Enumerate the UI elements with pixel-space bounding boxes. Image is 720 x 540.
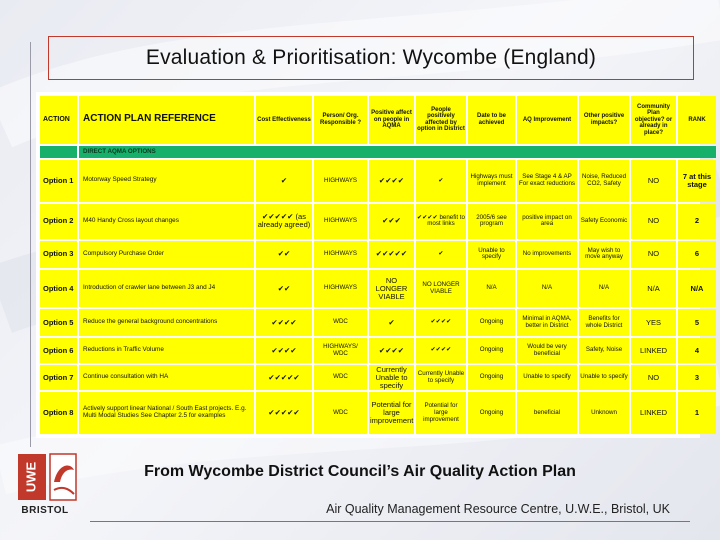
row-date: Ongoing [468,309,515,336]
logo-wordmark: BRISTOL [21,505,69,516]
row-date: 2005/6 see program [468,204,515,239]
row-person: HIGHWAYS [314,204,367,239]
section-label: DIRECT AQMA OPTIONS [79,146,716,158]
row-aq: No improvements [517,241,577,268]
header-date: Date to be achieved [468,96,515,144]
header-positive-effect: Positive affect on people in AQMA [369,96,414,144]
page-title: Evaluation & Prioritisation: Wycombe (England) [145,46,597,69]
row-community: YES [631,309,676,336]
row-cost: ✔✔✔✔✔ [256,392,312,434]
row-aq: N/A [517,270,577,307]
row-other: Unable to specify [579,365,629,390]
row-other: Safety, Noise [579,338,629,363]
table-row [40,270,716,307]
table-row [40,338,716,363]
row-community: LINKED [631,392,676,434]
row-reference: Reductions in Traffic Volume [79,338,254,363]
row-person: HIGHWAYS [314,160,367,202]
row-people-affected: Potential for large improvement [416,392,466,434]
row-positive-effect: Potential for large improvement [369,392,414,434]
header-cost: Cost Effectiveness [256,96,312,144]
row-cost: ✔✔ [256,270,312,307]
row-reference: Actively support linear National / South East projects. E.g. Multi Modal Studies See Chapter 2.5 for examples [79,392,254,434]
row-reference: Continue consultation with HA [79,365,254,390]
row-people-affected: NO LONGER VIABLE [416,270,466,307]
row-other: N/A [579,270,629,307]
section-row [40,146,716,158]
header-aq: AQ Improvement [517,96,577,144]
header-person: Person/ Org. Responsible ? [314,96,367,144]
row-positive-effect: Currently Unable to specify [369,365,414,390]
table-row [40,241,716,268]
row-person: WDC [314,309,367,336]
row-cost: ✔✔✔✔✔ (as already agreed) [256,204,312,239]
row-person: HIGHWAYS [314,241,367,268]
table-row [40,392,716,434]
bottom-divider [90,521,690,522]
row-positive-effect: ✔✔✔ [369,204,414,239]
caption: From Wycombe District Council’s Air Quality Action Plan [144,463,576,480]
row-people-affected: ✔ [416,160,466,202]
row-reference: Compulsory Purchase Order [79,241,254,268]
row-people-affected: Currently Unable to specify [416,365,466,390]
row-rank: N/A [678,270,716,307]
row-positive-effect: ✔ [369,309,414,336]
row-aq: positive impact on area [517,204,577,239]
row-people-affected: ✔✔✔✔ benefit to most links [416,204,466,239]
row-community: NO [631,204,676,239]
credit-line: Air Quality Management Resource Centre, U.W.E., Bristol, UK [326,502,670,516]
header-reference: ACTION PLAN REFERENCE [79,96,254,144]
row-positive-effect: NO LONGER VIABLE [369,270,414,307]
left-divider [30,42,31,447]
row-positive-effect: ✔✔✔✔ [369,160,414,202]
row-positive-effect: ✔✔✔✔ [369,338,414,363]
header-row [40,96,716,144]
row-person: HIGHWAYS/ WDC [314,338,367,363]
row-rank: 3 [678,365,716,390]
row-cost: ✔✔✔✔✔ [256,365,312,390]
row-rank: 6 [678,241,716,268]
row-other: Benefits for whole District [579,309,629,336]
row-person: WDC [314,392,367,434]
row-community: N/A [631,270,676,307]
row-date: N/A [468,270,515,307]
row-reference: Motorway Speed Strategy [79,160,254,202]
title-box [48,36,694,80]
row-other: Unknown [579,392,629,434]
row-community: NO [631,241,676,268]
row-date: Ongoing [468,365,515,390]
row-reference: Introduction of crawler lane between J3 and J4 [79,270,254,307]
row-community: NO [631,160,676,202]
row-option: Option 2 [40,204,77,239]
row-people-affected: ✔✔✔✔ [416,309,466,336]
row-date: Unable to specify [468,241,515,268]
row-date: Ongoing [468,392,515,434]
row-aq: Unable to specify [517,365,577,390]
row-rank: 7 at this stage [678,160,716,202]
table-row [40,365,716,390]
row-date: Highways must implement [468,160,515,202]
row-person: WDC [314,365,367,390]
action-plan-table [36,92,712,438]
row-person: HIGHWAYS [314,270,367,307]
row-other: Noise, Reduced CO2, Safety [579,160,629,202]
row-people-affected: ✔ [416,241,466,268]
row-rank: 5 [678,309,716,336]
row-date: Ongoing [468,338,515,363]
row-aq: Would be very beneficial [517,338,577,363]
row-other: May wish to move anyway [579,241,629,268]
row-option: Option 7 [40,365,77,390]
row-reference: Reduce the general background concentrations [79,309,254,336]
header-other: Other positive impacts? [579,96,629,144]
row-aq: See Stage 4 & AP For exact reductions [517,160,577,202]
row-rank: 2 [678,204,716,239]
row-other: Safety Economic [579,204,629,239]
row-option: Option 8 [40,392,77,434]
row-cost: ✔✔ [256,241,312,268]
table-row [40,204,716,239]
row-cost: ✔✔✔✔ [256,338,312,363]
row-positive-effect: ✔✔✔✔✔ [369,241,414,268]
row-rank: 1 [678,392,716,434]
row-option: Option 3 [40,241,77,268]
action-plan-grid [38,94,718,436]
header-rank: RANK [678,96,716,144]
header-action: ACTION [40,96,77,144]
row-cost: ✔ [256,160,312,202]
row-option: Option 1 [40,160,77,202]
row-reference: M40 Handy Cross layout changes [79,204,254,239]
row-option: Option 4 [40,270,77,307]
row-option: Option 5 [40,309,77,336]
row-aq: beneficial [517,392,577,434]
row-aq: Minimal in AQMA, better in District [517,309,577,336]
row-community: LINKED [631,338,676,363]
row-community: NO [631,365,676,390]
header-people-affected: People positively affected by option in District [416,96,466,144]
row-people-affected: ✔✔✔✔ [416,338,466,363]
header-community: Community Plan objective? or already in place? [631,96,676,144]
row-rank: 4 [678,338,716,363]
table-row [40,309,716,336]
svg-text:UWE: UWE [23,461,39,493]
row-cost: ✔✔✔✔ [256,309,312,336]
row-option: Option 6 [40,338,77,363]
table-row [40,160,716,202]
